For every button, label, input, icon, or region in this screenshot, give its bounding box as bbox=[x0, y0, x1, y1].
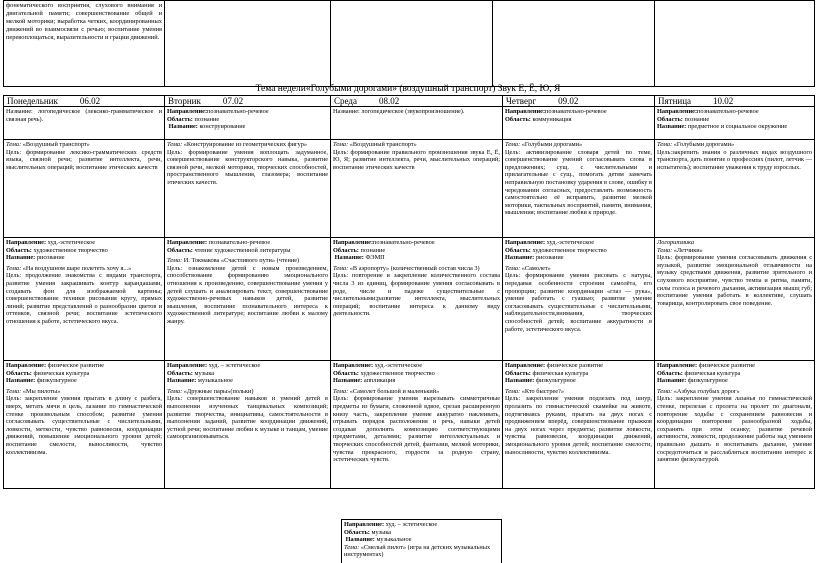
goal-text: Цель: повторение и закрепление количественного состава числа 3 из единиц, формирование умения согласовывать в роде, числе и падеже существительные с числительными;развитие интеллекта, мыслительных операций; воспитание интереса к данному виду деятельности. bbox=[333, 272, 500, 318]
goal-text: Цель: ознакомление детей с новым произведением, способствование формированию эмоционального отношения к произведению, совершенствование умения у детей слушать и анализировать текст, совершенствование художественно-речевых навыков детей, развитие мышления, воспитание познавательного интереса к художественной литературе; воспитание любви к малому жанру. bbox=[167, 264, 328, 325]
activity-cell: Направление: физическое развитие Область: физическая культура Название: физкультурное Тема: «Мы пилоты» Цель: закрепление умения прыгать в длину с разбега, вверх, метать мячи в цель, лазание по гимнастической стенке произвольным способом; развитие умения согласовывать существительные с числительными, ловкости, меткости, чувство равновесия, координации движений, повышение эмоционального уровня детей; воспитание смелости, выносливости, чувство коллективизма. bbox=[4, 361, 165, 489]
topic-cell: Тема: «Воздушный транспорт» Цель: формирование лексико-грамматических средств языка, связной речи; развитие интеллекта, речи, мыслительных операций; воспитание этических качеств bbox=[4, 140, 165, 238]
topic-title: «Дружные пары»(польки) bbox=[183, 387, 254, 395]
goal-text: Цель:закрепить знания о различных видах воздушного транспорта, дать понятие о профессиях (пилот, летчик — испытатель); воспитание уважения к труду взрослых. bbox=[657, 148, 812, 171]
topic-title: «Воздушный транспорт» bbox=[349, 141, 417, 148]
day-date: 06.02 bbox=[79, 96, 101, 106]
direction-value: познавательно-речевое bbox=[697, 108, 759, 115]
activity-cell: Направление:познавательно-речевое Область: коммуникация bbox=[503, 107, 655, 140]
activity-cell: Направление: физическое развитие Область: физическая культура Название: физкультурное Тема: «Азбука голубых дорог» Цель: закрепление умения лазанья по гимнастической стенке, перелезая с пролета на пролет по диагонали, повторение ходьбы с сохранением равновесия и координации повторение разнообразной ходьбы, сохранять при этом осанку; развитие речевой активности, ловкости, продолжение работы над умением правильно дышать в воспитывать дыхание, умение сосредоточиться и расслабляться воспитание интерес к занятию физкультурой. bbox=[655, 361, 815, 489]
goal-text: Цель: закрепление умения прыгать в длину с разбега, вверх, метать мячи в цель, лазание по гимнастической стенке произвольным способом; развитие умения согласовывать существительные с числительными, ловкости, меткости, чувство равновесия, координации движений, повышение эмоционального уровня детей; воспитание смелости, выносливости, чувство коллективизма. bbox=[6, 395, 162, 456]
day-date: 08.02 bbox=[378, 96, 400, 106]
area-value: коммуникация bbox=[532, 115, 572, 123]
activity-cell: Направление:познавательно-речевое Область: познание Название: ФЭМП Тема: «В аэропорту» (количественный состав числа 3) Цель: повторение и закрепление количественного состава числа 3 из единиц, формирование умения согласовывать в роде, числе и падеже существительные с числительными;развитие интеллекта, мыслительных операций; воспитание интереса к данному виду деятельности. bbox=[331, 238, 503, 361]
previous-goal-text: фонематического восприятия, слухового внимания и двигательной памяти; совершенствование общей и мелкой моторики; выработка четких, координированных движений во взаимосвязи с речью; воспитание умения перевоплощаться, выразительности и грации движений. bbox=[4, 1, 165, 87]
topic-title: И. Токмакова «Счастливого пути» (чтение) bbox=[183, 257, 300, 265]
empty-cell bbox=[165, 1, 331, 87]
activity-cell: Направление: физическое развитие Область: физическая культура Название: физкультурное Тема: «Кто быстрее?» Цель: закрепление умения подлезать под шнур, пролазить по гимнастической скамейке на животе, подтягиваясь руками, прыгать на двух ногах с продвижением вперёд, совершенствование прыжков на двух ногах через предметы; развитие ловкости, чувства равновесия, координации движений, эмоционального уровня детей; воспитание смелости, выносливости, чувство коллективизма. bbox=[503, 361, 655, 489]
day-header bbox=[503, 96, 655, 107]
day-name: Среда bbox=[334, 96, 357, 106]
topic-title: «На воздушном шаре полететь хочу я...» bbox=[22, 264, 132, 272]
activity-cell: Направление:познавательно-речевое Область: познание Название: конструирование bbox=[165, 107, 331, 140]
day-header bbox=[331, 96, 503, 107]
day-date: 10.02 bbox=[713, 96, 734, 106]
activity-name: Название: логопедическое (лексико-грамматическое и связная речь). bbox=[6, 108, 162, 123]
weekly-plan-table bbox=[3, 95, 815, 489]
goal-text: Цель: закрепление умения подлезать под шнур, пролазить по гимнастической скамейке на животе, подтягиваясь руками, прыгать на двух ногах с продвижением вперёд, совершенствование прыжков на двух ногах через предметы; развитие ловкости, чувства равновесия, координации движений, эмоционального уровня детей; воспитание смелости, выносливости, чувство коллективизма. bbox=[505, 395, 652, 456]
subject-name: Логоритмика bbox=[657, 239, 694, 246]
goal-text: Цель: продолжение знакомства с видами транспорта, развитие умения закрашивать контур карандашами, создавать фон для изображаемой картины; совершенствование техники рисования кругу, прямых линий; развитие представлений о разнообразии цветов и оттенков, связной речи; воспитание эстетического отношения к работе, эстетического вкуса. bbox=[6, 272, 162, 325]
day-header-row bbox=[4, 96, 815, 107]
name-value: конструирование bbox=[199, 123, 246, 131]
day-date: 07.02 bbox=[222, 96, 244, 106]
topic-cell: Тема: «Конструирование из геометрических фигур» Цель: формирование умения воплощать задуманное, совершенствование конструкторского навыка, развитие связной речи, мелкой моторики, творческих способностей, пространственного мышления, глазомера; воспитание этических качеств. bbox=[165, 140, 331, 238]
day-header bbox=[4, 96, 165, 107]
goal-text: Цель: совершенствование навыков и умений детей в выполнении изученных танцевальных композиций; развитие творчества, инициативы, самостоятельности в выполнении заданий, развитие координации движений, устной речи; воспитание любви к музыке и танцам, умение самоорганизовываться. bbox=[167, 395, 328, 441]
empty-cell bbox=[331, 1, 493, 87]
topic-title: «Кто быстрее?» bbox=[521, 387, 565, 395]
topic-title: «Воздушный транспорт» bbox=[22, 141, 90, 148]
previous-week-table bbox=[3, 0, 815, 87]
topic-title: «Азбука голубых дорог» bbox=[673, 387, 740, 395]
topic-title: «В аэропорту» (количественный состав числа 3) bbox=[349, 264, 480, 272]
topic-title: «Конструирование из геометрических фигур» bbox=[183, 141, 308, 148]
topic-title: «Летчики» bbox=[673, 246, 703, 254]
goal-text: Цель: формирование умения согласовывать движения с музыкой, развитие эмоциональной отзывчивости на музыку средствами движения, развитие зрительного и слухового восприятие, чувство темпа и ритма, памяти, силы голоса и речевого дыхания, активизация мышц губ; воспитание умения работать в коллективе, слушать товарища, контролировать свое поведение. bbox=[657, 254, 812, 307]
day-name: Вторник bbox=[168, 96, 201, 106]
activity-cell: Направление:познавательно-речевое Область: познание Название: предметное и социальное окружение bbox=[655, 107, 815, 140]
section-row bbox=[4, 238, 815, 361]
goal-text: Цель: формирование правильного произношения звука Е, Ё, Ю, Я; развитие интеллекта, речи, мыслительных операций; воспитание этических качеств bbox=[333, 148, 500, 171]
activity-cell: Направление: худ.-эстетическое Область: художественное творчество Название: аппликация Тема: «Самолет большой и маленький» Цель: формирование умения вырезывать симметричные предметы из бумаги, сложенной вдвое, срезая расширенную книзу часть, закрепление умение аккуратно наклеивать, отрывать порядок расположения и речь, навыки детей создавая дополнять композицию соответствующими предметами, деталями; развитие интеллектуальных и творческих способностей детей, фантазии, мелкой моторики, чувства прекрасного, гордости за родную страну, эстетических чувств. bbox=[331, 361, 503, 489]
activity-cell bbox=[331, 107, 503, 140]
name-value: предметное и социальное окружение bbox=[687, 123, 788, 131]
week-title: Тема недели«Голубыми дорогами» (воздушный транспорт) Звук Е, Ё, Ю, Я bbox=[255, 84, 561, 94]
empty-cell bbox=[493, 1, 655, 87]
topic-title: «Голубыми дорогами» bbox=[521, 141, 583, 148]
day-name: Пятница bbox=[658, 96, 692, 106]
goal-text: Цель: формирование умения рисовать с натуры, передавая особенности строения самолёта, его пропорции; развитие координации «глаз — рука», умение работать с гуашью; развитие умение согласовывать существительные с числительными, наблюдательности,внимания, творческих способностей детей; воспитание аккуратности в работе, эстетического вкуса. bbox=[505, 272, 652, 333]
activity-cell bbox=[4, 107, 165, 140]
goal-text: Цель: формирование лексико-грамматических средств языка, связной речи; развитие интеллекта, речи, мыслительных операций; воспитание этических качеств bbox=[6, 148, 162, 171]
day-name: Понедельник bbox=[7, 96, 58, 106]
direction-value: познавательно-речевое bbox=[207, 108, 269, 115]
topic-title: «Смелый пилот» (игра на детских музыкальных инструментах) bbox=[344, 543, 491, 559]
area-value: познание bbox=[684, 115, 710, 123]
goal-text: Цель: формирование умения воплощать задуманное, совершенствование конструкторского навыка, развитие связной речи, мелкой моторики, творческих способностей, пространственного мышления, глазомера; воспитание этических качеств. bbox=[167, 148, 328, 186]
topic-title: «Голубыми дорогами» bbox=[673, 141, 735, 148]
activity-cell: Направление: познавательно-речевое Область: чтение художественной литературы Тема: И. Токмакова «Счастливого пути» (чтение) Цель: ознакомление детей с новым произведением, способствование формированию эмоционального отношения к произведению, совершенствование умения у детей слушать и анализировать текст, совершенствование художественно-речевых навыков детей, развитие мышления, воспитание познавательного интереса к художественной литературе; воспитание любви к малому жанру. bbox=[165, 238, 331, 361]
activity-cell: Направление: худ. – эстетическое Область: музыка Название: музыкальное Тема: «Дружные пары»(польки) Цель: совершенствование навыков и умений детей в выполнении изученных танцевальных композиций; развитие творчества, инициативы, самостоятельности в выполнении заданий, развитие координации движений, устной речи; воспитание любви к музыке и танцам, умение самоорганизовываться. bbox=[165, 361, 331, 489]
topic-cell: Тема: «Воздушный транспорт» Цель: формирование правильного произношения звука Е, Ё, Ю, Я; развитие интеллекта, речи, мыслительных операций; воспитание этических качеств bbox=[331, 140, 503, 238]
extra-activity-cell: Направление: худ. – эстетическое Область: музыка Название: музыкальное Тема: «Смелый пилот» (игра на детских музыкальных инструментах) bbox=[341, 519, 502, 563]
topic-title: «Самолет» bbox=[521, 264, 551, 272]
activity-cell: Логоритмика Тема: «Летчики» Цель: формирование умения согласовывать движения с музыкой, развитие эмоциональной отзывчивости на музыку средствами движения, развитие зрительного и слухового восприятие, чувство темпа и ритма, памяти, силы голоса и речевого дыхания, активизация мышц губ; воспитание умения работать в коллективе, слушать товарища, контролировать свое поведение. bbox=[655, 238, 815, 361]
section-row bbox=[4, 140, 815, 238]
goal-text: Цель: активизирование словаря детей по теме, совершенствование умений согласовывать слова в предложениях; сущ. с числительными и прилагательные с сущ., помогать детям замечать неправильную постановку ударения в слове, ошибку в чередовании согласных, предоставлять возможность самостоятельно её исправить, развитие мелкой моторики, тактильных восприятий, памяти, внимания, мышления; воспитание любви к природе. bbox=[505, 148, 652, 217]
section-row bbox=[4, 361, 815, 489]
topic-cell: Тема: «Голубыми дорогами» Цель:закрепить знания о различных видах воздушного транспорта, дать понятие о профессиях (пилот, летчик — испытатель); воспитание уважения к труду взрослых. bbox=[655, 140, 815, 238]
day-date: 09.02 bbox=[558, 96, 579, 106]
goal-text: Цель: формирование умения вырезывать симметричные предметы из бумаги, сложенной вдвое, срезая расширенную книзу часть, закрепление умение аккуратно наклеивать, отрывать порядок расположения и речь, навыки детей создавая дополнять композицию соответствующими предметами, деталями; развитие интеллектуальных и творческих способностей детей, фантазии, мелкой моторики, чувства прекрасного, гордости за родную страну, эстетических чувств. bbox=[333, 395, 500, 464]
activity-cell: Направление: худ.-эстетическое Область: художественное творчество Название: рисование Тема: «Самолет» Цель: формирование умения рисовать с натуры, передавая особенности строения самолёта, его пропорции; развитие координации «глаз — рука», умение работать с гуашью; развитие умение согласовывать существительные с числительными, наблюдательности,внимания, творческих способностей детей; воспитание аккуратности в работе, эстетического вкуса. bbox=[503, 238, 655, 361]
activity-name: Название: логопедическое (звукопроизношение). bbox=[333, 108, 465, 115]
topic-title: «Мы пилоты» bbox=[22, 387, 61, 395]
section-row bbox=[4, 107, 815, 140]
empty-cell bbox=[655, 1, 815, 87]
day-header bbox=[655, 96, 815, 107]
topic-title: «Самолет большой и маленький» bbox=[349, 387, 440, 395]
day-name: Четверг bbox=[506, 96, 537, 106]
activity-cell: Направление: худ.-эстетическое Область: художественное творчество Название: рисование Тема: «На воздушном шаре полететь хочу я...» Цель: продолжение знакомства с видами транспорта, развитие умения закрашивать контур карандашами, создавать фон для изображаемой картины; совершенствование техники рисования кругу, прямых линий; развитие представлений о разнообразии цветов и оттенков, связной речи; воспитание эстетического отношения к работе, эстетического вкуса. bbox=[4, 238, 165, 361]
goal-text: Цель: закрепление умения лазанья по гимнастической стенке, перелезая с пролета на пролет по диагонали, повторение ходьбы с сохранением равновесия и координации повторение разнообразной ходьбы, сохранять при этом осанку; развитие речевой активности, ловкости, продолжение работы над умением правильно дышать в воспитывать дыхание, умение сосредоточиться и расслабляться воспитание интерес к занятию физкультурой. bbox=[657, 395, 812, 464]
day-header bbox=[165, 96, 331, 107]
area-value: познание bbox=[194, 115, 220, 123]
topic-cell: Тема: «Голубыми дорогами» Цель: активизирование словаря детей по теме, совершенствование умений согласовывать слова в предложениях; сущ. с числительными и прилагательные с сущ., помогать детям замечать неправильную постановку ударения в слове, ошибку в чередовании согласных, предоставлять возможность самостоятельно её исправить, развитие мелкой моторики, тактильных восприятий, памяти, внимания, мышления; воспитание любви к природе. bbox=[503, 140, 655, 238]
direction-value: познавательно-речевое bbox=[545, 108, 607, 115]
